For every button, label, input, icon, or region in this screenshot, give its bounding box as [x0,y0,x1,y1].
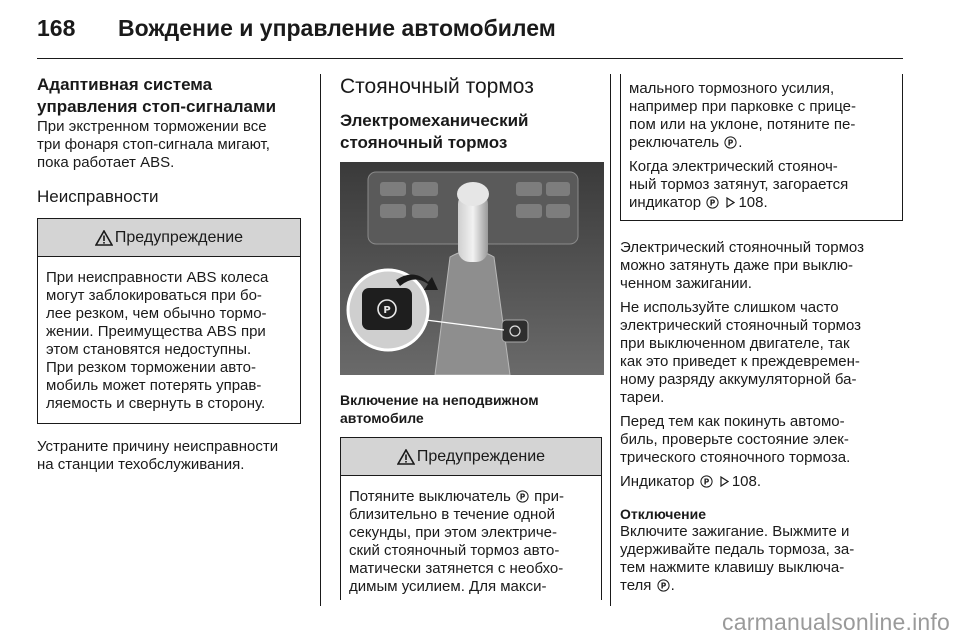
after-warning-text: Устраните причину неисправности на станции техобслуживания. [37,438,279,473]
warning-box-continued: мального тормозного усилия, например при парковке с прице- пом или на уклоне, потяните пе- реключатель P . Когда электрический стояноч- ный тормоз затянут, загорается индикатор P 108. [620,74,903,221]
release-heading: Отключение [620,506,707,522]
column-2 [340,74,602,600]
warning-title: Предупреждение [114,228,244,246]
parking-brake-symbol-icon [706,196,719,209]
svg-text:P: P [703,477,709,487]
warning-box-abs [37,218,301,424]
warning-box-parking [340,437,602,600]
svg-text:P: P [519,492,526,502]
paragraph-indicator: Индикатор P 108. [620,473,762,490]
svg-text:P: P [383,305,391,316]
warning-body: Потяните выключатель P при- близительно в течение одной секунды, при этом электриче- ский стояночный тормоз авто- матически затянется с необхо- димым усилием. Для макси- [349,488,564,595]
warning-triangle-icon [397,449,415,465]
parking-brake-symbol-icon [516,490,529,503]
page-reference-link[interactable]: 108. [738,194,768,211]
parking-brake-heading: Стояночный тормоз [340,75,534,98]
photo-caption: Включение на неподвижном автомобиле [340,392,539,426]
column-1 [37,74,301,474]
abs-text: При экстренном торможении все три фонаря стоп-сигнала мигают, пока работает ABS. [37,118,270,171]
parking-brake-symbol-icon [724,136,737,149]
watermark: carmanualsonline.info [722,609,950,635]
svg-text:P: P [727,138,734,148]
photo-illustration [340,162,604,375]
electromechanical-heading: Электромеханический стояночный тормоз [340,111,529,152]
paragraph-ignition-off: Электрический стояночный тормоз можно затянуть даже при выклю- ченном зажигании. [620,239,864,292]
parking-brake-symbol-icon [700,475,713,488]
page-reference-arrow-icon[interactable] [720,476,729,487]
svg-text:P: P [660,581,666,591]
parking-brake-symbol-icon [657,579,670,592]
paragraph-check-status: Перед тем как покинуть автомо- биль, проверьте состояние элек- трического стояночного тормоза. [620,413,851,466]
abs-heading: Адаптивная система управления стоп-сигналами [37,75,277,116]
column-3 [620,74,903,595]
warning-header [38,219,300,257]
page-reference-link[interactable]: 108. [731,473,762,490]
header-rule [37,58,903,59]
parking-brake-photo [340,162,604,375]
page-reference-arrow-icon[interactable] [726,197,735,208]
warning-header [341,438,601,476]
paragraph-battery: Не используйте слишком часто электрический стояночный тормоз при выключенном двигателе, так как это приведет к преждевремен- ному разряду аккумуляторной ба- тареи. [620,299,862,406]
page-header-title: Вождение и управление автомобилем [118,15,556,41]
release-text: Включите зажигание. Выжмите и удерживайте педаль тормоза, за- тем нажмите клавишу выключа- теля P . [620,523,855,594]
column-divider-right [610,74,611,606]
column-divider-left [320,74,321,606]
warning-body: При неисправности ABS колеса могут заблокироваться при бо- лее резком, чем обычно тормо- жении. Преимущества ABS при этом становятся недоступны. При резком торможении авто- мобиль может потерять управ- ляемость и свернуть в сторону. [46,269,269,412]
faults-heading: Неисправности [37,187,159,206]
page-number: 168 [37,15,76,41]
warning-title: Предупреждение [416,447,546,465]
warning-triangle-icon [95,230,113,246]
svg-text:P: P [710,198,716,208]
